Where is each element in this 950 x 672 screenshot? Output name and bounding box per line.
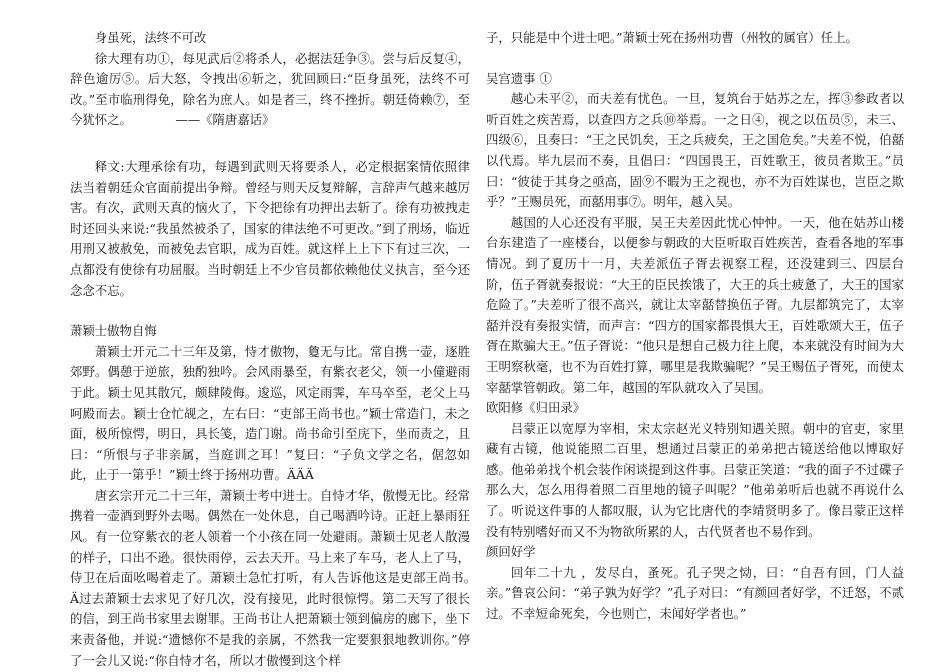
left-column bbox=[70, 28, 483, 671]
original-text-yan-hui: 回年二十九 ，发尽白，蚤死。孔子哭之恸，曰：“自吾有回，门人益亲。”鲁哀公问：“弟子孰为好学？”孔子对曰：“有颜回者好学，不迁怒，不贰过。不幸短命死矣，今也则亡，未闻好学者也。” bbox=[486, 564, 904, 622]
section-title-yan-hui: 颜回好学 bbox=[486, 544, 536, 560]
right-column bbox=[486, 28, 904, 625]
translation-xiao-yingshi-continued: 子，只能是中个进士吧。”萧颖士死在扬州功曹（州牧的属官）任上。 bbox=[486, 30, 858, 45]
translation-xiao-yingshi: 唐玄宗开元二十三年，萧颖士考中进士。自恃才华，傲慢无比。经常携着一壶酒到野外去喝。偶然在一处休息，自己喝酒吟诗。正赶上暴雨狂风。有一位穿紫衣的老人领着一个小孩在同一处避雨。萧颖士见老人散漫的样子，口出不逊。很快雨停，云去天开。马上来了车马，老人上了马，侍卫在后面吆喝着走了。萧颖士急忙打听，有人告诉他这是吏部王尚书。 Ä过去萧颖士去求见了好几次，没有接见，此时很惊愕。第二天写了很长的信，到王尚书家里去谢罪。王尚书让人把萧颖士领到偏房的廊下，坐下来责备他，并说:“遗憾你不是我的亲属，不然我一定要狠狠地教训你。”停了一会儿又说:“你自恃才名，所以才傲慢到这个样 bbox=[70, 487, 483, 668]
translation-xu-yougong: 释文:大理承徐有功，每遇到武则天将要杀人，必定根据案情依照律法当着朝廷众官面前提出争辩。曾经与则天反复辩解，言辞声气越来越厉害。有次，武则天真的恼火了，下令把徐有功押出去斩了。徐有功被拽走时还回头来说:“我虽然被杀了，国家的律法绝不可更改。”到了刑场，临近用刑又被赦免，而被免去官职，成为百姓。就这样上上下下有过三次，一点都没有使徐有功屈服。当时朝廷上不少官员都依赖他仗义执言，至今还念念不忘。 bbox=[70, 158, 470, 298]
translation-lv-mengzheng: 吕蒙正以宽厚为宰相，宋太宗赵光义特别知遇关照。朝中的官吏，家里藏有古镜，他说能照二百里，想通过吕蒙正的弟弟把古镜送给他以博取好感。他弟弟找个机会装作闲谈提到这件事。吕蒙正笑道：“我的面子不过碟子那么大，怎么用得着照二百里地的镜子叫呢？”他弟弟听后也就不再说什么了。听说这件事的人都叹服，认为它比唐代的李靖贤明多了。像吕蒙正这样没有特别嗜好而又不为物欲所累的人，古代贤者也不易作到。 bbox=[486, 420, 904, 539]
section-title-ouyang-xiu: 欧阳修《归田录》 bbox=[486, 400, 586, 416]
section-title-wu-palace: 吴宫遗事 ① bbox=[486, 70, 552, 86]
translation-wu-palace: 越国的人心还没有平服，吴王夫差因此忧心忡忡。一天，他在姑苏山楼台东建造了一座楼台，以便参与朝政的大臣听取百姓疾苦，查看各地的军事情况。到了夏历十一月，夫差派伍子胥去视察工程，还没建到三、四层台阶，伍子胥就奏报说：“大王的臣民挨饿了，大王的兵士疲惫了，大王的国家危险了。”夫差听了很不高兴，就让太宰嚭替换伍子胥。九层都筑完了，太宰嚭并没有奏报实情，而声言：“四方的国家都畏惧大王，百姓歌颂大王，伍子胥在欺骗大王。”伍子胥说：“他只是想自己极力往上爬，本来就没有时间为大王明察秋毫，也不为百姓打算，哪里是我欺骗呢？”吴王赐伍子胥死，而使太宰嚭掌管朝政。第二年，越国的军队就攻入了吴国。 bbox=[486, 214, 904, 395]
section-title-xiao-yingshi: 萧颖士傲物自悔 bbox=[70, 323, 157, 339]
section-title-xu-yougong: 身虽死，法终不可改 bbox=[94, 30, 207, 45]
original-text-xu-yougong: 徐大理有功①，每见武后②将杀人，必据法廷争③。尝与后反复④，辞色逾厉⑤。后大怒，令拽出⑥斩之，犹回顾曰:“臣身虽死，法终不可改。”至市临刑得免，除名为庶人。如是者三，终不挫折。朝廷倚赖⑦，至今犹怀之。 ——《隋唐嘉话》 bbox=[70, 50, 470, 128]
original-text-wu-palace: 越心未平②，而夫差有忧色。一旦，复筑台于姑苏之左，挥③参政者以听百姓之疾苦焉，以查四方之兵⑩举焉。一之日④，视之以伍员⑤，未三、四级⑥，且奏曰：“王之民饥矣，王之兵疲矣，王之国危矣。”夫差不悦，伯嚭以代焉。毕九层而不奏，且倡曰：“四国畏王，百姓歌王，彼员者欺王。”员曰：“彼徒于其身之亟高，固⑨不暇为王之视也，亦不为百姓谋也，岂臣之欺乎？”王赐员死，而嚭用事⑦。明年，越入吴。 bbox=[486, 91, 904, 210]
original-text-xiao-yingshi: 萧颖士开元二十三年及第，恃才傲物，敻无与比。常自携一壶，逐胜郊野。偶憩于逆旅，独酌独吟。会风雨暴至，有紫衣老父，领一小僮避雨于此。颖士见其散冗，颇肆陵侮。逡巡，风定雨霁，车马卒至，老父上马呵殿而去。颖士仓忙觇之，左右曰：“吏部王尚书也。”颖士常造门，未之面，极所惊愕，明日，具长笺，造门谢。尚书命引至庑下，坐而责之，且曰：“所恨与子非亲属，当庭训之耳！”复曰：“子负文学之名，倨忽如此，止于一第乎！”颖士终于扬州功曹。ÄÄÄ bbox=[70, 343, 470, 483]
